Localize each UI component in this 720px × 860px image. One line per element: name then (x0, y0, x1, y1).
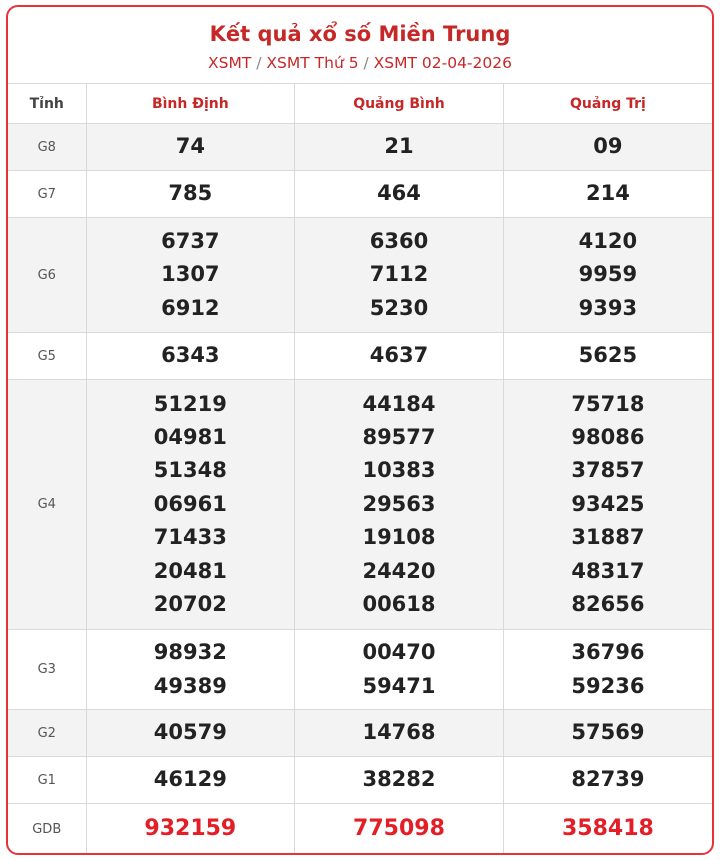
prize-number: 6360 (369, 228, 429, 253)
prize-number: 9959 (578, 262, 638, 287)
prize-number: 98086 (571, 424, 645, 449)
prize-label: GDB (8, 804, 86, 855)
breadcrumb-separator: / (256, 54, 262, 72)
table-row (8, 380, 712, 630)
prize-number: 89577 (362, 424, 436, 449)
prize-number: 00618 (362, 592, 436, 617)
prize-number: 6343 (161, 343, 220, 368)
prize-number: 775098 (353, 816, 445, 842)
prize-cell (295, 218, 504, 333)
prize-cell (86, 218, 295, 333)
prize-number: 48317 (571, 558, 645, 583)
prize-cell (295, 333, 504, 380)
table-row (8, 630, 712, 710)
prize-cell (503, 630, 712, 710)
prize-number: 5625 (578, 343, 638, 368)
prize-cell (86, 380, 295, 630)
prize-number: 358418 (561, 816, 654, 842)
prize-number: 20481 (153, 558, 227, 583)
prize-cell (86, 757, 295, 804)
prize-number: 14768 (362, 720, 436, 745)
prize-number: 93425 (571, 491, 645, 516)
prize-cell (295, 171, 504, 218)
results-table (8, 83, 712, 855)
prize-cell (503, 757, 712, 804)
prize-number: 74 (175, 134, 205, 159)
prize-cell (86, 171, 295, 218)
prize-number: 29563 (362, 491, 436, 516)
prize-number: 75718 (571, 391, 645, 416)
prize-cell (86, 630, 295, 710)
prize-number: 38282 (362, 767, 436, 792)
prize-number: 51219 (153, 391, 227, 416)
prize-number: 40579 (153, 720, 227, 745)
prize-number: 6737 (161, 228, 220, 253)
prize-cell (503, 171, 712, 218)
prize-number: 37857 (571, 458, 645, 483)
prize-cell (295, 757, 504, 804)
header (8, 7, 712, 83)
prize-number: 36796 (571, 640, 645, 665)
table-row (8, 218, 712, 333)
prize-cell (503, 710, 712, 757)
prize-cell (503, 804, 712, 855)
prize-number: 59236 (571, 673, 645, 698)
table-row (8, 124, 712, 171)
prize-cell (503, 333, 712, 380)
prize-cell (295, 380, 504, 630)
prize-number: 00470 (362, 640, 436, 665)
breadcrumb (8, 53, 712, 73)
prize-number: 24420 (362, 558, 436, 583)
prize-number: 10383 (362, 458, 436, 483)
prize-cell (86, 804, 295, 855)
prize-number: 82739 (571, 767, 645, 792)
column-header-province: Tỉnh (8, 84, 86, 124)
page-title: Kết quả xổ số Miền Trung (209, 22, 511, 46)
column-header-quang-tri[interactable]: Quảng Trị (503, 84, 712, 124)
prize-number: 932159 (144, 816, 237, 842)
prize-cell (86, 710, 295, 757)
prize-number: 59471 (362, 673, 436, 698)
breadcrumb-link-xsmt-date[interactable]: XSMT 02-04-2026 (373, 54, 512, 72)
prize-label: G1 (8, 757, 86, 804)
table-row (8, 171, 712, 218)
prize-number: 31887 (571, 525, 645, 550)
prize-cell (295, 804, 504, 855)
prize-cell (86, 124, 295, 171)
prize-label: G6 (8, 218, 86, 333)
breadcrumb-separator: / (363, 54, 369, 72)
prize-label: G7 (8, 171, 86, 218)
prize-label: G8 (8, 124, 86, 171)
column-header-binh-dinh[interactable]: Bình Định (86, 84, 295, 124)
prize-number: 71433 (153, 525, 227, 550)
prize-number: 51348 (153, 458, 227, 483)
prize-number: 98932 (153, 640, 227, 665)
prize-number: 46129 (153, 767, 227, 792)
prize-cell (295, 630, 504, 710)
prize-number: 4120 (578, 228, 638, 253)
prize-number: 20702 (153, 592, 227, 617)
prize-label: G5 (8, 333, 86, 380)
prize-number: 5230 (369, 295, 429, 320)
prize-number: 04981 (153, 424, 227, 449)
prize-label: G3 (8, 630, 86, 710)
prize-cell (86, 333, 295, 380)
prize-number: 214 (585, 181, 630, 206)
prize-label: G4 (8, 380, 86, 630)
table-row (8, 757, 712, 804)
prize-number: 82656 (571, 592, 645, 617)
prize-number: 09 (593, 134, 623, 159)
column-header-quang-binh[interactable]: Quảng Bình (295, 84, 504, 124)
prize-number: 785 (168, 181, 213, 206)
prize-number: 19108 (362, 525, 436, 550)
prize-number: 4637 (369, 343, 429, 368)
prize-number: 464 (377, 181, 421, 206)
prize-number: 1307 (161, 262, 220, 287)
prize-cell (503, 380, 712, 630)
breadcrumb-link-xsmt-thu5[interactable]: XSMT Thứ 5 (266, 54, 359, 72)
prize-number: 44184 (362, 391, 436, 416)
table-row (8, 710, 712, 757)
prize-number: 21 (384, 134, 414, 159)
results-card (6, 5, 714, 855)
prize-cell (503, 124, 712, 171)
prize-cell (503, 218, 712, 333)
prize-number: 9393 (578, 295, 638, 320)
table-row (8, 804, 712, 855)
prize-number: 49389 (153, 673, 227, 698)
prize-number: 7112 (369, 262, 429, 287)
breadcrumb-link-xsmt[interactable]: XSMT (208, 54, 252, 72)
prize-label: G2 (8, 710, 86, 757)
prize-number: 57569 (571, 720, 645, 745)
prize-number: 06961 (153, 491, 227, 516)
table-row (8, 333, 712, 380)
prize-cell (295, 710, 504, 757)
prize-cell (295, 124, 504, 171)
table-header-row (8, 84, 712, 124)
prize-number: 6912 (161, 295, 220, 320)
